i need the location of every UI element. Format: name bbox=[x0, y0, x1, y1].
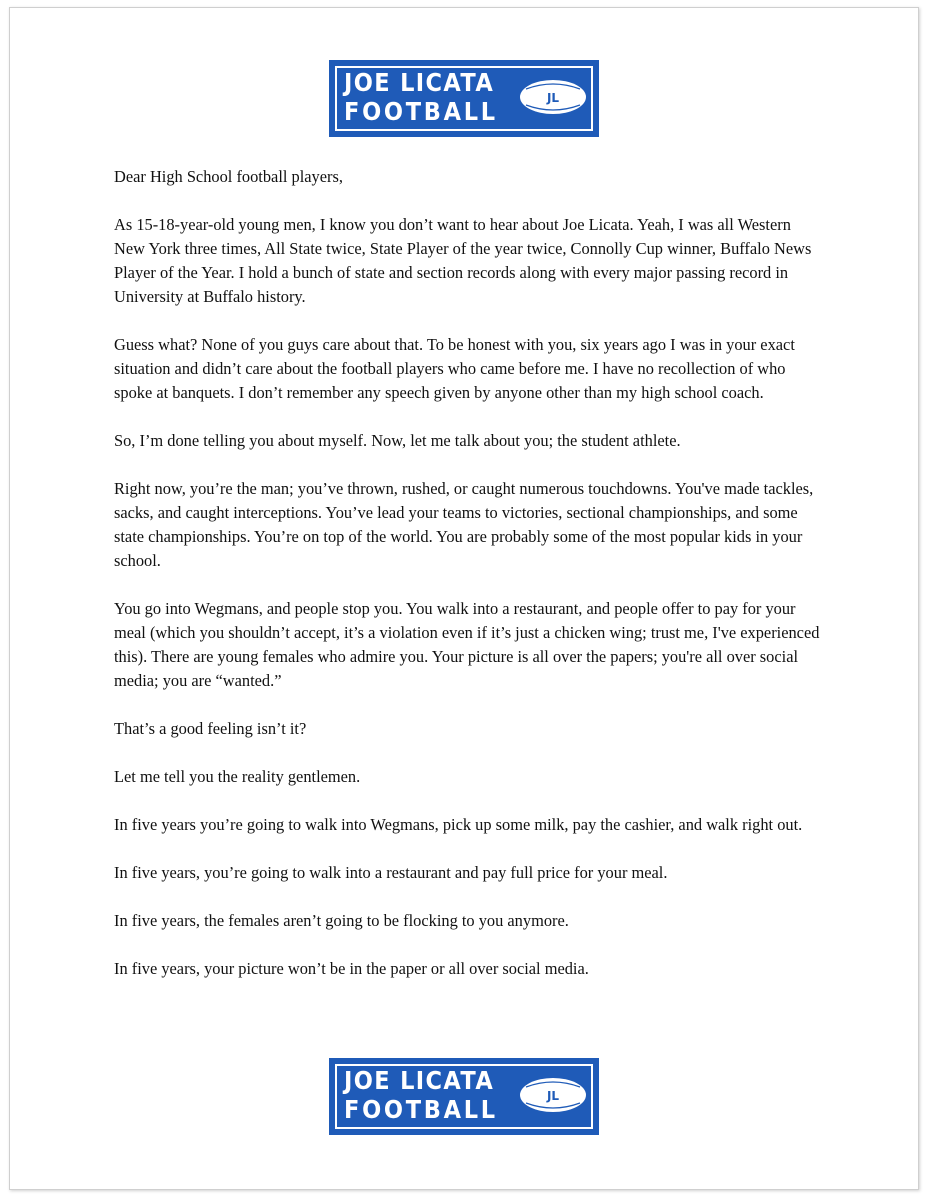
logo-text-line2: FOOTBALL bbox=[344, 97, 498, 126]
letter-body bbox=[114, 165, 824, 1005]
logo-monogram: JL bbox=[546, 91, 560, 105]
letter-salutation: Dear High School football players, bbox=[114, 167, 343, 186]
letter-paragraph: In five years, your picture won’t be in the paper or all over social media. bbox=[114, 959, 589, 978]
logo-text-line1: JOE LICATA bbox=[344, 1066, 495, 1095]
header-logo bbox=[329, 60, 599, 137]
logo-text-line2: FOOTBALL bbox=[344, 1095, 498, 1124]
letter-paragraph: As 15-18-year-old young men, I know you don’t want to hear about Joe Licata. Yeah, I was all Western New York three times, All State twice, State Player of the year twice, Connolly Cup winner, Buffalo News Player of the Year. I hold a bunch of state and section records along with every major passing record in University at Buffalo history. bbox=[114, 215, 812, 306]
logo-text-line1: JOE LICATA bbox=[344, 68, 495, 97]
football-icon bbox=[518, 1075, 588, 1115]
logo-monogram: JL bbox=[546, 1089, 560, 1103]
letter-paragraph: So, I’m done telling you about myself. Now, let me talk about you; the student athlete. bbox=[114, 431, 681, 450]
letter-paragraph: That’s a good feeling isn’t it? bbox=[114, 719, 307, 738]
letter-paragraph: In five years, the females aren’t going to be flocking to you anymore. bbox=[114, 911, 569, 930]
letter-paragraph: In five years, you’re going to walk into a restaurant and pay full price for your meal. bbox=[114, 863, 668, 882]
footer-logo bbox=[329, 1058, 599, 1135]
letter-paragraph: Guess what? None of you guys care about that. To be honest with you, six years ago I was in your exact situation and didn’t care about the football players who came before me. I have no recollection of who spoke at banquets. I don’t remember any speech given by anyone other than my high school coach. bbox=[114, 335, 795, 402]
letter-paragraph: Let me tell you the reality gentlemen. bbox=[114, 767, 361, 786]
football-icon bbox=[518, 77, 588, 117]
letter-paragraph: You go into Wegmans, and people stop you. You walk into a restaurant, and people offer to pay for your meal (which you shouldn’t accept, it’s a violation even if it’s just a chicken wing; trust me, I've experienced this). There are young females who admire you. Your picture is all over the papers; you're all over social media; you are “wanted.” bbox=[114, 599, 820, 690]
letter-paragraph: In five years you’re going to walk into Wegmans, pick up some milk, pay the cashier, and walk right out. bbox=[114, 815, 803, 834]
letter-paragraph: Right now, you’re the man; you’ve thrown, rushed, or caught numerous touchdowns. You've made tackles, sacks, and caught interceptions. You’ve lead your teams to victories, sectional championships, and some state championships. You’re on top of the world. You are probably some of the most popular kids in your school. bbox=[114, 479, 814, 570]
